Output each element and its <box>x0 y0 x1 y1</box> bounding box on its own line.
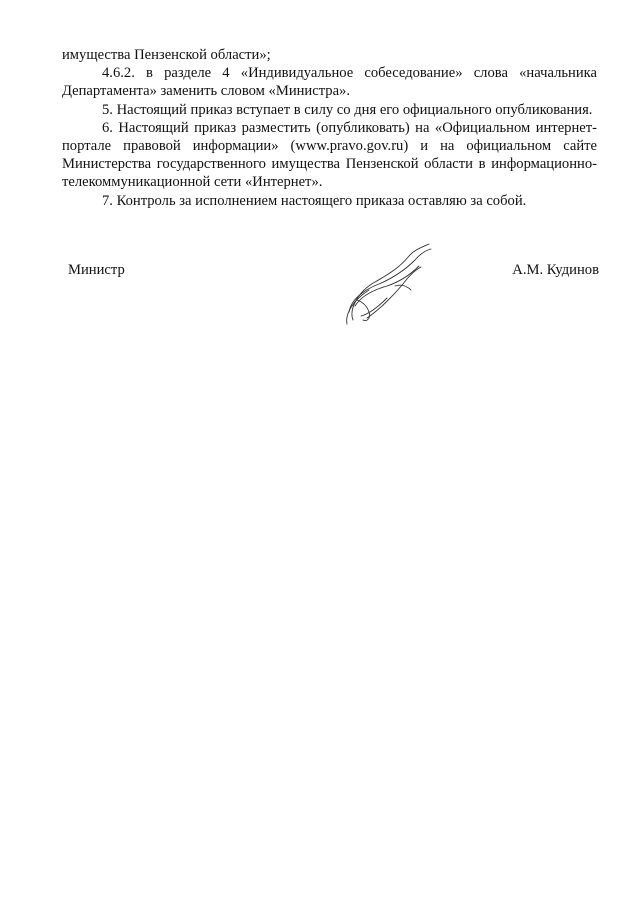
paragraph-item-4-6-2: 4.6.2. в разделе 4 «Индивидуальное собеседование» слова «начальника Департамента» заменить словом «Министра». <box>62 65 597 100</box>
paragraph-item-5: 5. Настоящий приказ вступает в силу со дня его официального опубликования. <box>102 101 593 118</box>
paragraph-continuation: имущества Пензенской области»; <box>62 47 271 63</box>
paragraph-item-6: 6. Настоящий приказ разместить (опубликовать) на «Официальном интернет-портале правовой информации» (www.pravo.gov.ru) и на официальном сайте Министерства государственного имущества Пензенской области в информационно-телекоммуникационной сети «Интернет». <box>62 119 597 191</box>
signatory-title: Министр <box>68 262 125 278</box>
document-body <box>62 46 597 210</box>
handwritten-signature-icon <box>335 240 435 325</box>
signatory-name: А.М. Кудинов <box>512 262 599 278</box>
signature-block <box>62 262 597 286</box>
paragraph-item-7: 7. Контроль за исполнением настоящего приказа оставляю за собой. <box>102 192 527 209</box>
